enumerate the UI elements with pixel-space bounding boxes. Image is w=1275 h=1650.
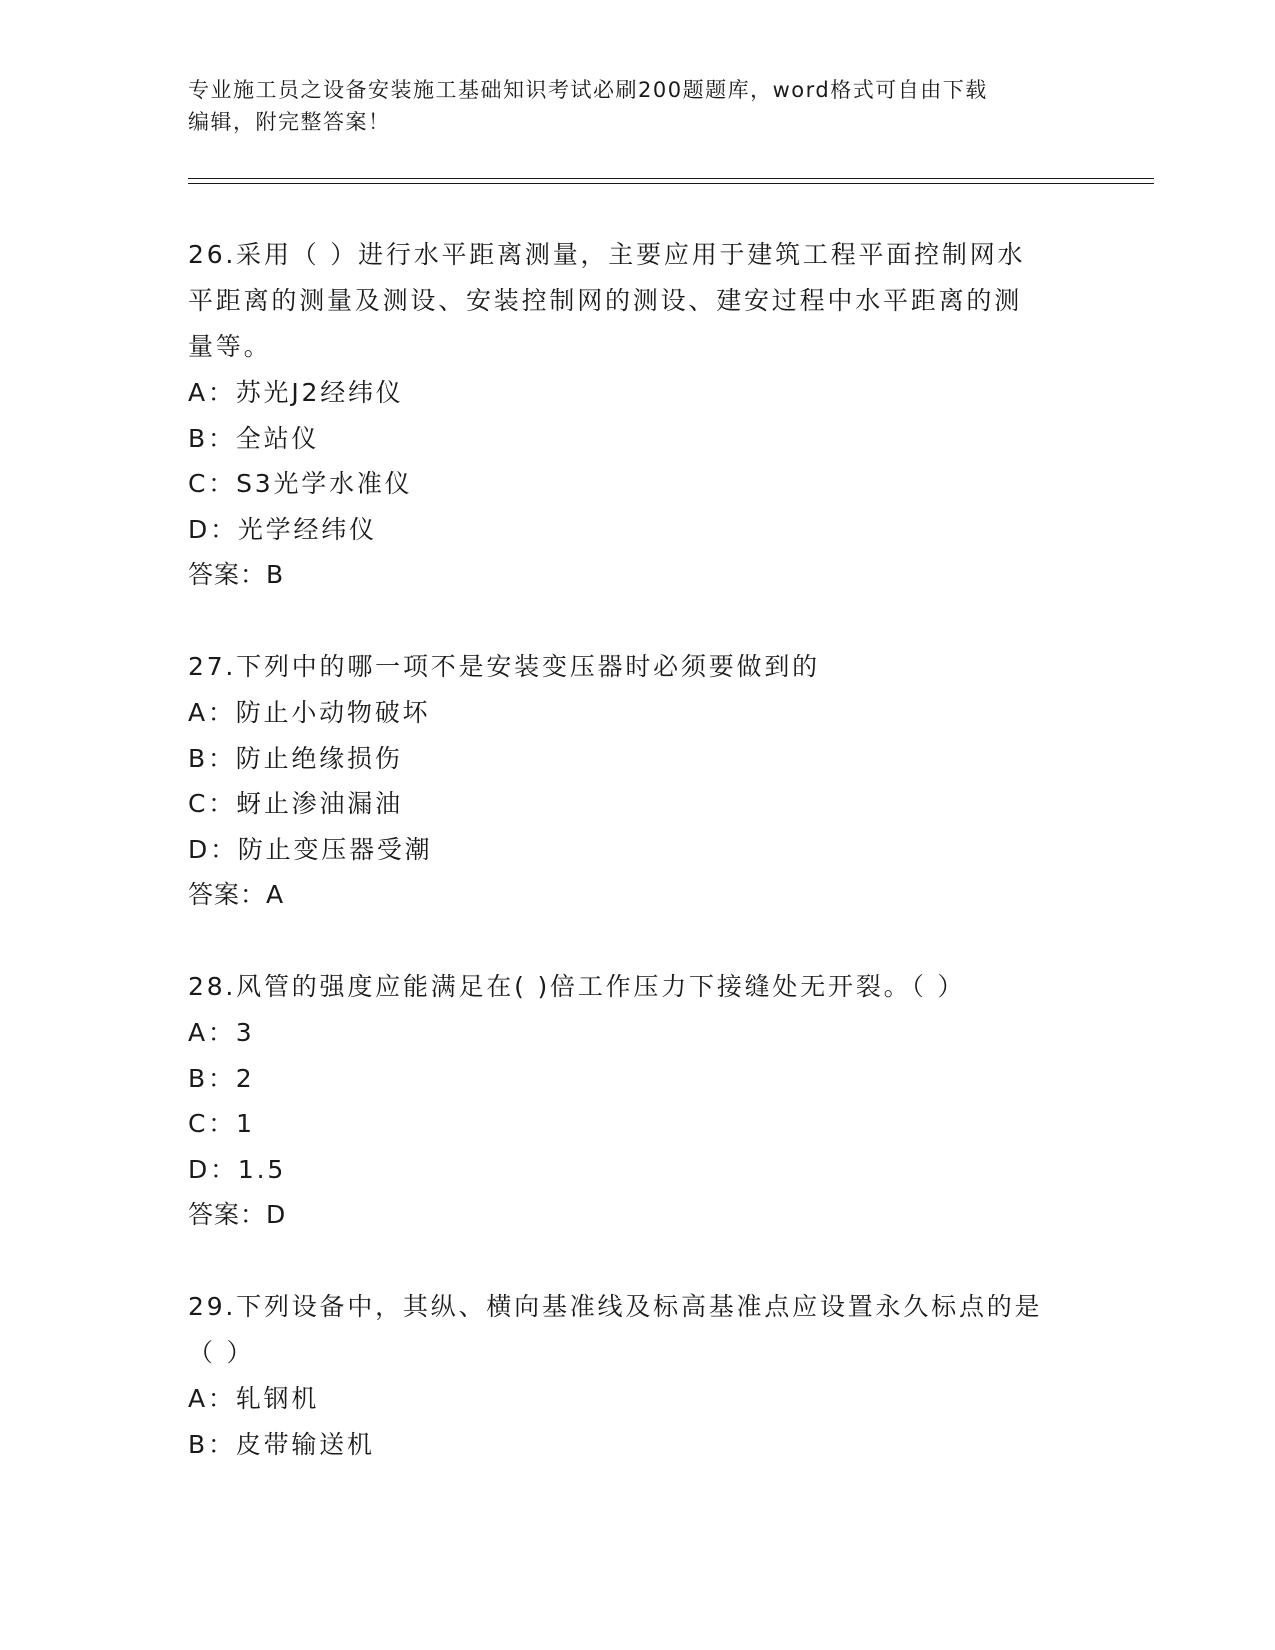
option-key: D [188,1154,211,1184]
question-stem [188,964,1088,1010]
option-separator: ： [207,378,236,407]
option-a [188,1010,1088,1056]
answer-line: 答案：A [188,880,285,909]
stem-line: 28.风管的强度应能满足在( )倍工作压力下接缝处无开裂。（ ） [188,972,966,1001]
question-stem [188,644,1088,690]
option-key: B [188,1063,208,1093]
option-b [188,416,1088,462]
option-separator: ： [207,1063,236,1093]
option-text: 1.5 [237,1154,287,1184]
stem-line: 量等。 [188,332,272,361]
option-separator: ： [208,789,237,818]
option-text: S3光学水准仪 [236,469,413,498]
option-text: 皮带输送机 [235,1429,375,1459]
stem-line: （ ） [188,1338,255,1367]
question-stem [188,1284,1088,1376]
option-d [188,827,1088,873]
option-text: 2 [235,1063,255,1093]
option-key: A [188,378,208,407]
option-text: 防止变压器受潮 [237,834,433,864]
document-header [188,74,1068,138]
option-text: 轧钢机 [235,1384,320,1413]
option-text: 防止绝缘损伤 [235,743,403,773]
option-c [188,461,1088,507]
option-c [188,781,1088,827]
header-divider-bottom [188,183,1154,184]
option-text: 苏光J2经纬仪 [235,378,404,407]
option-b [188,736,1088,782]
option-text: 蚜止渗油漏油 [236,789,403,818]
question-28 [188,964,1088,1238]
option-key: D [188,834,211,864]
option-b [188,1422,1088,1468]
header-divider-top [188,178,1154,179]
option-key: C [188,789,209,818]
option-separator: ： [207,743,236,773]
option-key: D [188,514,211,544]
answer-line: 答案：D [188,1200,287,1229]
option-separator: ： [207,1429,236,1459]
option-separator: ： [210,1154,238,1184]
option-text: 防止小动物破坏 [235,698,431,727]
option-separator: ： [207,698,236,727]
option-key: A [188,698,208,727]
option-separator: ： [207,1018,236,1047]
option-a [188,370,1088,416]
stem-line: 27.下列中的哪一项不是安装变压器时必须要做到的 [188,652,820,681]
answer-line: 答案：B [188,560,285,589]
question-27 [188,644,1088,918]
question-26 [188,232,1088,598]
question-29 [188,1284,1088,1467]
option-text: 光学经纬仪 [237,514,377,544]
option-separator: ： [208,469,237,498]
option-d [188,507,1088,553]
option-separator: ： [208,1109,237,1138]
option-key: C [188,469,209,498]
option-separator: ： [210,514,238,544]
option-key: A [188,1018,208,1047]
stem-line: 29.下列设备中，其纵、横向基准线及标高基准点应设置永久标点的是 [188,1292,1043,1321]
option-text: 3 [235,1018,255,1047]
option-text: 全站仪 [235,423,320,453]
option-b [188,1056,1088,1102]
question-stem [188,232,1088,370]
option-text: 1 [236,1109,255,1138]
option-key: B [188,1429,208,1459]
option-separator: ： [207,1384,236,1413]
header-line-1: 专业施工员之设备安装施工基础知识考试必刷200题题库，word格式可自由下载 [188,78,988,102]
option-key: B [188,423,208,453]
option-c [188,1101,1088,1147]
option-a [188,1376,1088,1422]
header-line-2: 编辑，附完整答案！ [188,110,391,134]
option-key: B [188,743,208,773]
option-a [188,690,1088,736]
option-key: A [188,1384,208,1413]
option-separator: ： [207,423,236,453]
stem-line: 26.采用（ ）进行水平距离测量，主要应用于建筑工程平面控制网水 [188,240,1026,269]
option-d [188,1147,1088,1193]
option-separator: ： [210,834,238,864]
stem-line: 平距离的测量及测设、安装控制网的测设、建安过程中水平距离的测 [188,286,1023,315]
option-key: C [188,1109,209,1138]
